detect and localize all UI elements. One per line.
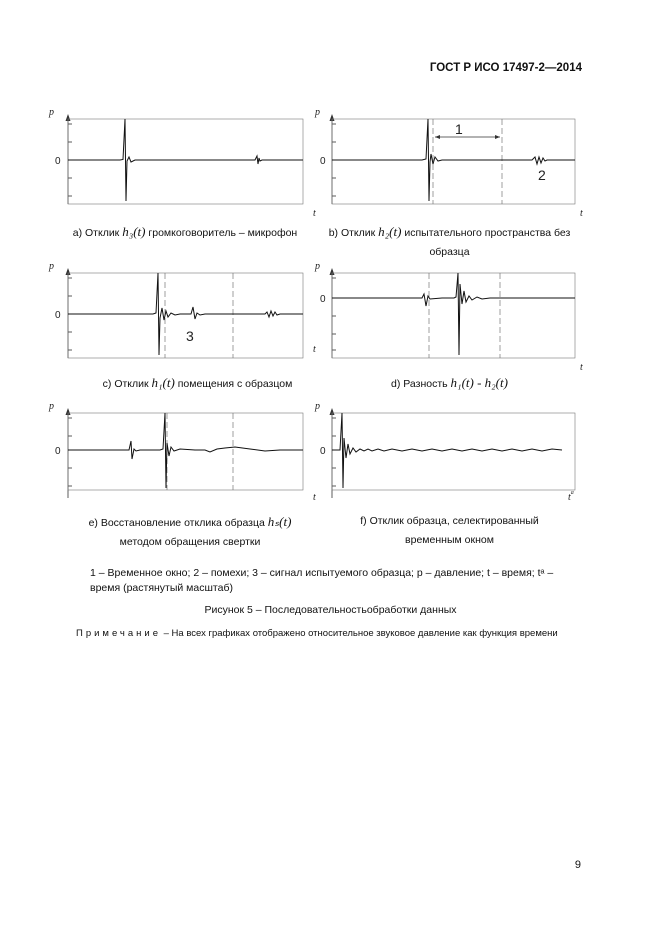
plot-f-svg: [312, 398, 587, 508]
note-label: Примечание: [76, 628, 161, 639]
zero-label: 0: [55, 310, 61, 321]
zero-label: 0: [320, 156, 326, 167]
y-axis: [332, 118, 336, 204]
plot-frame: [68, 273, 303, 358]
plot-panel-a: [49, 104, 320, 219]
zero-label: 0: [320, 446, 326, 457]
plot-panel-d: [312, 258, 587, 373]
note-text: – На всех графиках отображено относительное звуковое давление как функция времени: [161, 628, 558, 639]
signal-trace: [332, 119, 575, 201]
y-axis-label: p: [49, 107, 54, 118]
figure-legend: 1 – Временное окно; 2 – помехи; 3 – сигнал испытуемого образца; p – давление; t – время; tᵃ – время (растянутый масштаб): [90, 567, 554, 594]
plot-c-svg: [49, 258, 320, 368]
plot-d-svg: [312, 258, 587, 373]
y-axis-label: p: [49, 261, 54, 272]
figure-title: Рисунок 5 – Последовательностьобработки данных: [204, 604, 457, 616]
signal-trace: [332, 273, 575, 355]
x-axis-label: t: [313, 492, 316, 503]
caption-e: e) Восстановление отклика образца hₛ(t) методом обращения свертки: [88, 514, 292, 548]
plot-e-svg: [49, 398, 320, 508]
x-axis-label: t: [580, 208, 583, 219]
plot-frame: [332, 119, 575, 204]
plot-frame: [68, 119, 303, 204]
zero-label: 0: [55, 446, 61, 457]
zero-label: 0: [320, 294, 326, 305]
plot-panel-f: [312, 398, 587, 508]
window-annotation: 1: [455, 121, 463, 137]
y-axis: [332, 272, 336, 358]
caption-d: d) Разность h₁(t) - h₂(t): [391, 375, 508, 390]
signal-trace: [68, 119, 303, 201]
y-axis: [68, 272, 72, 358]
y-axis-label: p: [315, 261, 320, 272]
page-number: 9: [574, 859, 581, 871]
x-axis-label: t: [313, 208, 316, 219]
y-axis: [68, 118, 72, 204]
signal-annotation: 3: [186, 328, 194, 344]
caption-c: c) Отклик h₁(t) помещения с образцом: [102, 375, 293, 390]
caption-b: b) Отклик h₂(t) испытательного пространства без образца: [328, 224, 571, 258]
plot-frame: [68, 413, 303, 490]
y-axis-label: p: [315, 401, 320, 412]
plot-frame: [332, 413, 575, 490]
plot-frame: [332, 273, 575, 358]
y-axis-label: p: [49, 401, 54, 412]
y-axis: [332, 412, 336, 498]
signal-trace: [68, 413, 303, 488]
figure-note: [76, 628, 558, 639]
document-standard-header: ГОСТ Р ИСО 17497-2—2014: [429, 62, 582, 74]
caption-f: f) Отклик образца, селектированный временным окном: [360, 515, 539, 546]
plot-b-svg: [312, 104, 587, 219]
plot-panel-c: [49, 258, 320, 368]
plot-panel-b: [312, 104, 587, 219]
y-axis: [68, 412, 72, 498]
x-axis-label-stretched: $t^a$: [568, 490, 574, 503]
zero-label: 0: [55, 156, 61, 167]
signal-trace: [332, 413, 562, 488]
plot-a-svg: [49, 104, 320, 219]
x-axis-label: t: [580, 362, 583, 373]
y-axis-label: p: [315, 107, 320, 118]
plot-panel-e: [49, 398, 320, 508]
x-axis-label: t: [313, 344, 316, 355]
noise-annotation: 2: [538, 167, 546, 183]
caption-a: a) Отклик h₃(t) громкоговоритель – микрофон: [72, 224, 298, 239]
